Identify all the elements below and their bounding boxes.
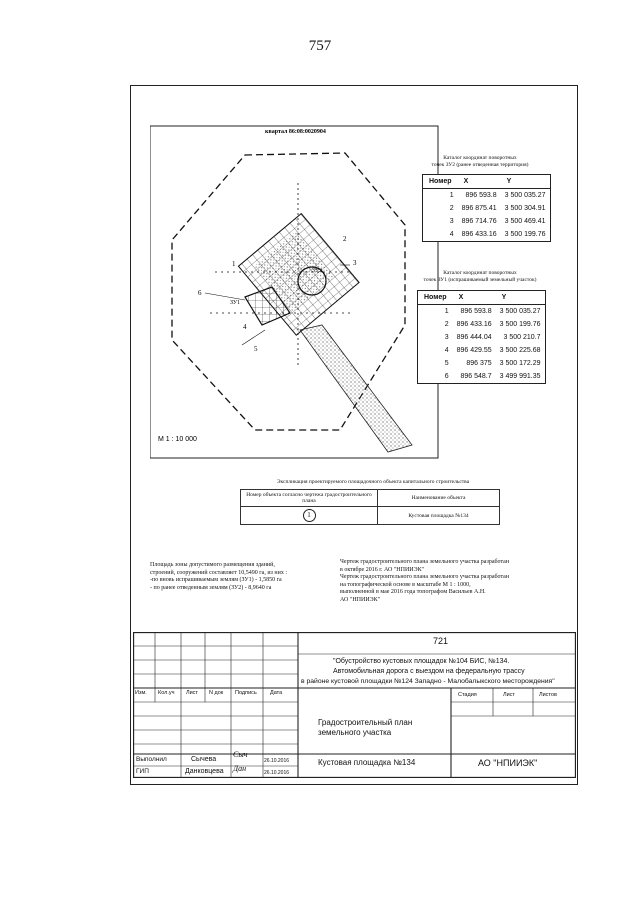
parcel-label-zu1: ЗУ1 (230, 300, 241, 306)
stage-header: Стадия (458, 692, 477, 698)
catalog-zu2-caption (410, 155, 550, 168)
table-cell: в октябре 2016 г. АО "НПИИЭК" (340, 566, 425, 573)
table-row (423, 228, 550, 241)
catalog-zu1-caption (400, 270, 560, 283)
table-cell: Кустовая площадка №134 (378, 507, 500, 525)
map-scale: М 1 : 10 000 (158, 436, 197, 443)
table-row (423, 215, 550, 228)
point-label: 5 (254, 345, 258, 353)
table-cell: 3 500 469.41 (504, 218, 546, 225)
table-row (423, 189, 550, 203)
table-cell: 3 499 991.35 (499, 373, 541, 380)
explication-table (240, 489, 500, 525)
table-cell: выполненной в мае 2016 года топографом Васильев А.Н. (340, 589, 486, 595)
table-cell: Площадь зоны допустимого размещения зданий, (150, 562, 275, 568)
object-name: Кустовая площадка №134 (318, 758, 416, 767)
table-cell: - по ранее отведенным землям (ЗУ2) - 8,9640 га (150, 584, 272, 591)
road-strip (300, 325, 412, 452)
table-cell: 3 500 225.68 (499, 347, 541, 354)
table-cell: 896 714.76 (461, 218, 497, 225)
table-cell: 3 500 199.76 (499, 321, 541, 328)
parcel-label-zu2: ЗУ2 (312, 268, 323, 274)
performer-signature: Сыч (233, 750, 248, 759)
table-cell: 4 (444, 347, 449, 354)
table-cell: -по вновь испрашиваемым землям (ЗУ1) - 1,5850 га (150, 577, 282, 583)
table-row (418, 357, 545, 370)
sheet-header: Лист (503, 692, 515, 698)
point-label: 2 (343, 235, 347, 243)
point-label: 4 (243, 323, 247, 331)
title-block (133, 632, 576, 778)
project-title-line2: Автомобильная дорога с выездом на федеральную трассу (333, 668, 525, 675)
doc-title-line1: Градостроительный план (318, 718, 413, 727)
col-header: Дата (270, 690, 283, 696)
table-row (418, 370, 545, 383)
quarter-label: квартал 86:08:0020904 (265, 129, 326, 135)
point-label: 3 (353, 259, 357, 267)
col-header: Изм. (135, 690, 147, 696)
table-cell: точек ЗУ1 (испрашиваемый земельный участок) (423, 276, 537, 283)
table-cell: 896 548.7 (460, 373, 492, 380)
company-name: АО "НПИИЭК" (478, 758, 538, 768)
col-header: Подпись (235, 690, 257, 696)
col-header: Наименование объекта (378, 490, 500, 507)
table-cell: точек ЗУ2 (ранее отведенная территория) (431, 161, 529, 168)
chief-engineer-date: 26.10.2016 (264, 770, 290, 776)
table-cell: строений, сооружений составляет 10,5490 га, из них : (150, 569, 288, 576)
table-cell: Чертеж градостроительного плана земельного участка разработан (340, 559, 510, 565)
table-cell: 896 444.04 (456, 334, 492, 341)
table-row (418, 331, 545, 344)
chief-engineer-signature: Дан (233, 764, 247, 773)
table-cell: 896 593.8 (460, 308, 492, 315)
col-header: Лист (186, 690, 198, 696)
table-cell: Каталог координат поворотных (443, 155, 517, 161)
role-performer: Выполнил (136, 756, 167, 763)
catalog-zu1-table (417, 290, 546, 384)
site-plan-map (150, 125, 440, 460)
table-cell: 3 500 172.29 (499, 360, 541, 367)
explication-title: Экспликация проектируемого площадочного объекта капитального строительства (276, 479, 470, 485)
doc-code: 721 (433, 636, 449, 646)
table-cell: 3 500 035.27 (499, 308, 541, 315)
performer-name: Сычева (191, 756, 217, 763)
table-cell: 3 (444, 334, 449, 341)
table-cell: 896 875.41 (461, 205, 497, 212)
catalog-zu2-table (422, 174, 551, 242)
project-title-line1: "Обустройство кустовых площадок №104 БИС, №134. (333, 658, 510, 665)
table-cell: 896 593.8 (465, 192, 497, 199)
col-header: Кол.уч (158, 690, 175, 696)
col-header: Y (501, 175, 550, 189)
table-cell: 4 (449, 231, 454, 238)
table-cell: 5 (444, 360, 449, 367)
performer-date: 26.10.2016 (264, 758, 290, 764)
chief-engineer-name: Данковцева (185, 768, 224, 775)
doc-title-line2: земельного участка (318, 728, 392, 737)
table-row (241, 507, 500, 525)
col-header: Y (496, 291, 545, 305)
col-header: Номер объекта согласно чертежа градостроительного плана (241, 490, 378, 507)
role-chief-engineer: ГИП (136, 768, 149, 775)
table-cell: 3 (449, 218, 454, 225)
table-row (418, 305, 545, 319)
table-cell: 896 433.16 (461, 231, 497, 238)
table-cell: 896 429.55 (456, 347, 492, 354)
table-row (418, 318, 545, 331)
col-header: Номер (423, 175, 458, 189)
table-cell: 2 (449, 205, 454, 212)
table-cell: 1 (449, 192, 454, 199)
project-title-line3: в районе кустовой площадки №124 Западно - Малобалыкского месторождения" (301, 678, 555, 685)
sheets-header: Листов (539, 692, 557, 698)
point-label: 6 (198, 289, 202, 297)
table-row (418, 344, 545, 357)
table-cell: 1 (444, 308, 449, 315)
table-cell: Чертеж градостроительного плана земельного участка разработан (340, 574, 510, 580)
author-notes (340, 559, 555, 604)
table-cell: 896 375 (466, 360, 492, 367)
area-notes (150, 562, 325, 592)
table-row (423, 202, 550, 215)
table-cell: на топографической основе в масштабе М 1 : 1000, (340, 581, 471, 588)
table-cell: 896 433.16 (456, 321, 492, 328)
table-cell: 3 500 199.76 (504, 231, 546, 238)
table-cell: 3 500 035.27 (504, 192, 546, 199)
page-number: 757 (308, 38, 332, 54)
table-cell: 2 (444, 321, 449, 328)
table-cell: 3 500 210.7 (503, 334, 541, 341)
object-number-circle: 1 (303, 509, 316, 522)
table-cell: 3 500 304.91 (504, 205, 546, 212)
point-label: 1 (232, 260, 236, 268)
col-header: X (453, 291, 496, 305)
col-header: X (458, 175, 501, 189)
table-cell: Каталог координат поворотных (443, 270, 517, 276)
table-cell: АО "НПИИЭК" (340, 596, 381, 603)
table-cell: 6 (444, 373, 449, 380)
col-header: Номер (418, 291, 453, 305)
col-header: N док (209, 690, 224, 696)
